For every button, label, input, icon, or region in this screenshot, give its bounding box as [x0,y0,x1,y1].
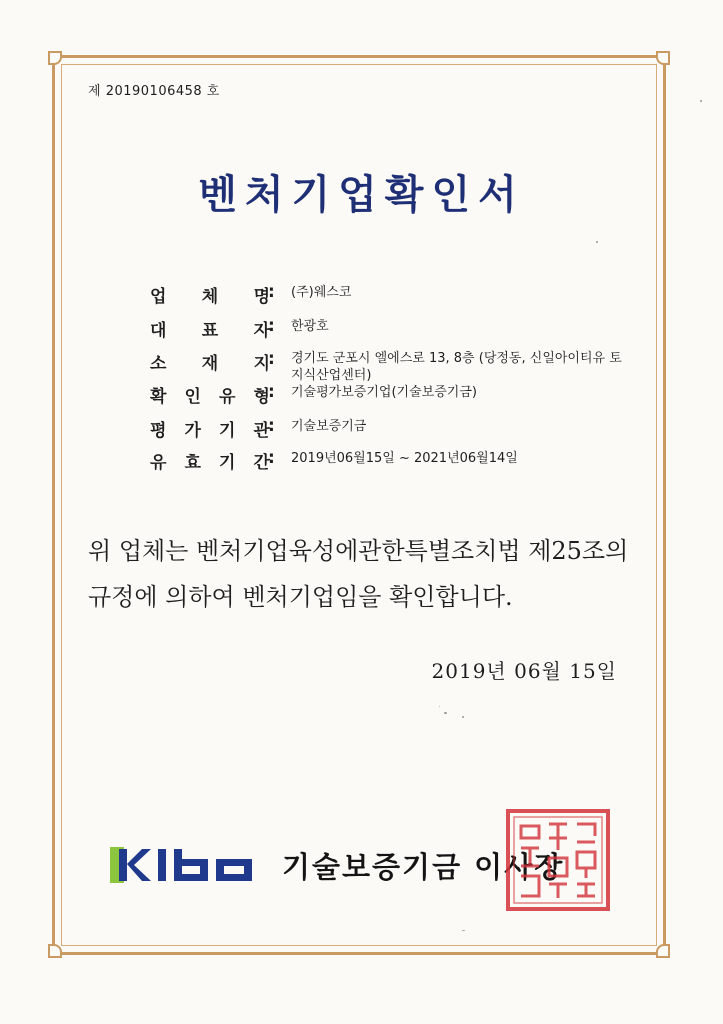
statement-line: 위 업체는 벤처기업육성에관한특별조치법 제25조의 [88,537,629,565]
field-label: 유 효 기 간 [150,453,270,473]
field-label: 소 재 지 [150,354,270,374]
colon: : [268,416,275,436]
certificate-number: 제 20190106458 호 [88,84,220,99]
issue-date: 2019년 06월 15일 [431,659,617,683]
field-value: (주)웨스코 [291,285,352,300]
field-value: 기술평가보증기업(기술보증기금) [291,385,477,400]
faint-mark: · [438,702,442,713]
field-label: 확 인 유 형 [150,387,270,407]
colon: : [268,382,275,402]
speck [462,930,465,931]
colon: : [268,316,275,336]
kibo-logo [110,845,270,885]
official-seal [505,808,611,912]
field-label: 대 표 자 [150,321,270,341]
field-value: 기술보증기금 [291,419,367,434]
border-corner [656,944,670,958]
statement-line: 규정에 의하여 벤처기업임을 확인합니다. [88,583,513,611]
field-value: 경기도 군포시 엘에스로 13, 8층 (당정동, 신일아이티유 토지식산업센터) [291,351,622,383]
colon: : [268,282,275,302]
border-corner [48,944,62,958]
field-label: 평 가 기 관 [150,421,270,441]
speck [700,100,702,102]
field-value: 2019년06월15일 ~ 2021년06월14일 [291,451,518,466]
colon: : [268,448,275,468]
colon: : [268,349,275,369]
field-label: 업 체 명 [150,287,270,307]
confirmation-statement [88,528,648,620]
speck [596,241,598,243]
issuer-name: 기술보증기금 이사장 [282,850,565,884]
field-value: 한광호 [291,319,329,334]
speck [462,716,464,718]
page-title: 벤처기업확인서 [198,171,525,218]
speck [444,712,447,714]
border-corner [656,51,670,65]
